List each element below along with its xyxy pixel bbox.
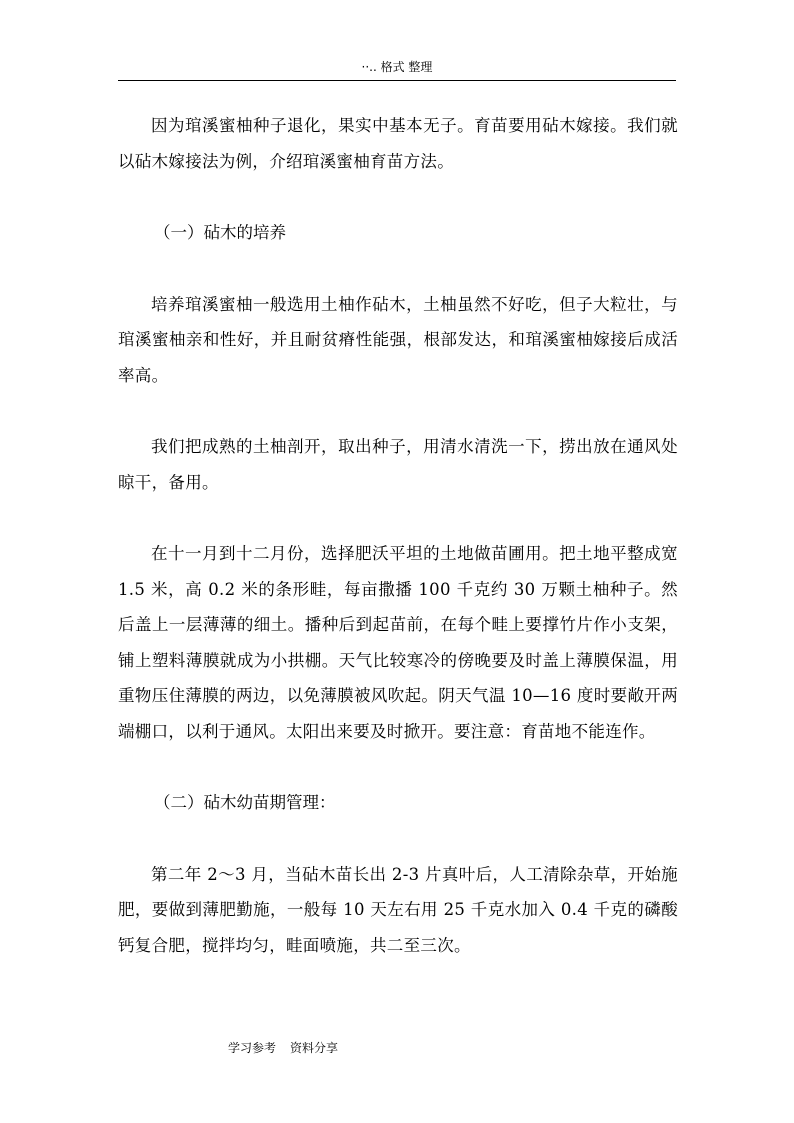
paragraph-sowing: 在十一月到十二月份，选择肥沃平坦的土地做苗圃用。把土地平整成宽 1.5 米，高 0.2 米的条形畦，每亩撒播 100 千克约 30 万颗土柚种子。然后盖上一层薄薄的细土。播种后到起苗前，在每个畦上要撑竹片作小支架，铺上塑料薄膜就成为小拱棚。天气比较寒冷的傍晚要及时盖上薄膜保温，用重物压住薄膜的两边，以免薄膜被风吹起。阴天气温 10—16 度时要敞开两端棚口，以利于通风。太阳出来要及时掀开。要注意：育苗地不能连作。 (118, 544, 678, 741)
section-heading-seedling-management: （二）砧木幼苗期管理： (154, 793, 336, 812)
paragraph-seed-preparation: 我们把成熟的土柚剖开，取出种子，用清水清洗一下，捞出放在通风处晾干，备用。 (118, 437, 678, 492)
footer-right-text: 资料分享 (290, 1041, 339, 1055)
paragraph-fertilizing: 第二年 2～3 月，当砧木苗长出 2-3 片真叶后，人工清除杂草，开始施肥，要做到薄肥勤施，一般每 10 天左右用 25 千克水加入 0.4 千克的磷酸钙复合肥，搅拌均匀，畦面喷施，共二至三次。 (118, 864, 678, 955)
page-header (118, 58, 676, 81)
section-heading-rootstock-cultivation: （一）砧木的培养 (154, 223, 286, 242)
paragraph-intro: 因为琯溪蜜柚种子退化，果实中基本无子。育苗要用砧木嫁接。我们就以砧木嫁接法为例，介绍琯溪蜜柚育苗方法。 (118, 116, 678, 171)
page-footer (228, 1040, 338, 1056)
paragraph-rootstock-choice: 培养琯溪蜜柚一般选用土柚作砧木，土柚虽然不好吃，但子大粒壮，与琯溪蜜柚亲和性好，并且耐贫瘠性能强，根部发达，和琯溪蜜柚嫁接后成活率高。 (118, 294, 678, 385)
header-text: ··.. 格式 整理 (361, 60, 433, 74)
footer-left-text: 学习参考 (228, 1041, 277, 1055)
document-body (118, 108, 678, 963)
